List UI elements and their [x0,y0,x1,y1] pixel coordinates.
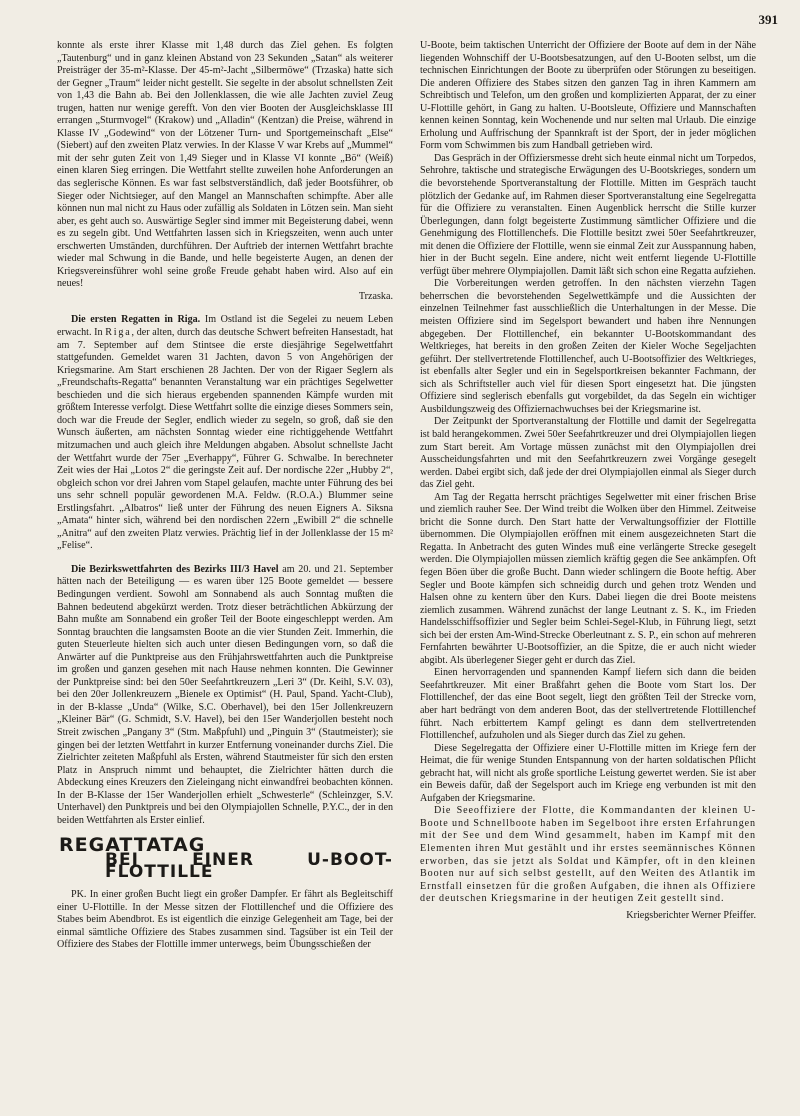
paragraph-messe-gespraech: Das Gespräch in der Offiziersmesse dreht sich heute einmal nicht um Torpedos, Sehrohre, taktische und strategische Erwägungen des U-Bootskrieges, sondern um die bevorstehende Sportveranstaltung der Flottille. Mitten im Gespräch taucht plötzlich der Gedanke auf, im Rahmen dieser Sportveranstaltung eine Segelregatta für die Offiziere zu veranstalten. Einen Augenblick herrscht die Stille kurzer Überlegungen, dann folgt begeisterte Zustimmung sämtlicher Offiziere und die Genehmigung des Flottillenchefs. Die Flottille besitzt zwei 50er Seefahrtkreuzer, mit denen die Offiziere der Flottille, wenn sie einmal Zeit zur Ausspannung haben, hier in der Bucht segeln. Eine andere, nicht weit entfernt liegende U-Flottille verfügt über mehrere Olympiajollen. Damit läßt sich schon eine Regatta aufziehen. [420,152,756,277]
right-column [420,40,756,922]
paragraph-regatta-loetzen: konnte als erste ihrer Klasse mit 1,48 durch das Ziel gehen. Es folgten „Tautenburg“ und in ganz kleinen Abstand von 23 Sekunden „Satan“ als weiterer Preisträger der 35-m²-Klasse. Der 45-m²-Jacht „Silbermöwe“ (Trzaska) hatte sich der Gegner „Traum“ leider nicht gestellt. Sie segelte in der absolut schnellsten Zeit von 1,43 die Bahn ab. Bei den Jollenklassen, die wie alle Jachten zuviel Zeug trugen, hatten nur wenige gerefft. Von den vier Booten der Ausgleichsklasse III errangen „Sturmvogel“ (Krakow) und „Alladin“ (Kentzan) die Preise, während in Klasse IV „Godewind“ von der Lötzener Turn- und Sportgemeinschaft „Else“ (Siebert) auf den zweiten Platz verwies. In der Klasse V war Krebs auf „Mummel“ mit der sehr guten Zeit von 1,49 Sieger und in Klasse VI konnte „Bö“ (Weiß) einen klaren Sieg erringen. Die Wettfahrt stellte zuweilen hohe Anforderungen an das seglerische Können. Es war fast selbstverständlich, daß jeder Bootsführer, ob Sieger oder Nichtsieger, auf den Mangel an Mannschaften schimpfte. Aber alle können nun mal nicht zu Haus oder zufällig als Soldaten in Lötzen sein. Man sieht aber, es geht auch so. Auswärtige Segler sind immer mit Begeisterung dabei, wenn es zu segeln gibt. Und Wettfahrten lassen sich in Kriegszeiten, wenn auch unter erschwerten Umständen, durchführen. Der Auftrieb der internen Wettfahrt brachte wieder mal Schwung in die Bande, und helle begeisterte Augen, an denen der Kriegsvereinsführer wohl seine große Freude gehabt haben wird. Also auf ein neues! [57,40,393,290]
havel-text: am 20. und 21. September hätten nach der Beteiligung — es waren über 125 Boote gemeldet — bessere Bedingungen verdient. Sowohl am Sonnabend als auch Sonntag mußten die Bahnen bedeutend abgekürzt werden. Trotz dieser beträchtlichen Abkürzung der Bahn mußte am Sonnabend ein großer Teil der Boote eingeschleppt werden. Am Sonntag brauchten die langsamsten Boote an die vier Stunden Zeit. Immerhin, die guten Steuerleute hielten sich auch unter diesen Bedingungen vorn, so daß die Anwärter auf die Punktpreise aus den Frühjahrswettfahrten auch die Punktpreise im großen und ganzen gesehen mit nach Hause nehmen konnten. Die Gewinner der Punktpreise sind: bei den 50er Seefahrtkreuzern „Leri 3“ (Dr. Keihl, S.V. 03), bei den 20er Jollenkreuzern „Bienele ex Optimist“ (H. Paul, Spand. Yacht-Club), in der B-klasse „Unda“ (Wilke, S.C. Oberhavel), bei den 15er Jollenkreuzern „Kleiner Bär“ (G. Schmidt, S.V. Havel), bei den 15er Wanderjollen besteht noch Streit zwischen „Pangany 3“ (Stm. Maßpfuhl) und „Pinguin 3“ (Stautmeister); sie gingen bei der letzten Wettfahrt in kurzer Entfernung voneinander durchs Ziel. Die Zielrichter zeiteten Maßpfuhl als Ersten, während Stautmeister für sich den ersten Platz in Anspruch nimmt und behauptet, die Zielrichter hätten durch die Abdeckung eines Kreuzers den Zieleingang nicht einwandfrei beobachten können. In der B-Klasse der 15er Wanderjollen erhielt „Schwesterle“ (Schleinzger, S.V. Unterhavel) den Punktpreis und bei den Olympiajollen Schnelle, P.Y.C., der in den beiden Wettfahrten als Erster einlief. [57,563,393,826]
paragraph-bedeutung: Diese Segelregatta der Offiziere einer U-Flottille mitten im Kriege fern der Heimat, die für wenige Stunden Entspannung von der harten soldatischen Pflicht gebracht hat, will nicht als große sportliche Leistung gewertet werden. Sie ist aber ein Beweis dafür, daß der Segelsport auch im Kriege eng verbunden ist mit den Aufgaben der Kriegsmarine. [420,742,756,804]
paragraph-havel [57,564,393,827]
riga-city-name: Riga [105,327,132,339]
paragraph-uboot-continued: U-Boote, beim taktischen Unterricht der Offiziere der Boote auf dem in der Nähe liegenden Wohnschiff der U-Bootsbesatzungen, auf den U-Booten selbst, um die technischen Einrichtungen der Boote zu überprüfen oder Störungen zu beseitigen. Die anderen Offiziere des Stabes sitzen den ganzen Tag in ihren Kammern am Schreibtisch und Telefon, um den großen und komplizierten Apparat, der zu einer U-Flottille gehört, in Gang zu halten. U-Bootsleute, Offiziere und Mannschaften kennen keinen Sonntag, kein Wochenende und nur selten mal Urlaub. Die einzige Erholung und Auffrischung der Spannkraft ist der Sport, der in jeder möglichen Form vom Schwimmen bis zum Handball getrieben wird. [420,40,756,152]
article-heading-line1: REGATTATAG [59,834,206,857]
paragraph-vorbereitungen: Die Vorbereitungen werden getroffen. In den nächsten vierzehn Tagen beherrschen die bevorstehenden Segelwettkämpfe und die Aussichten der einzelnen Teilnehmer fast ausschließlich die Unterhaltungen in der Messe. Die meisten Offiziere sind im Segelsport bewandert und haben ihre Nennungen abgegeben. Der Flottillenchef, ein bekannter U-Bootskommandant des Weltkrieges, hat bereits in den großen Zeiten der Kieler Woche Segeljachten geführt. Der stellvertretende Flottillenchef, auch U-Bootsoffizier des Weltkrieges, ist ebenfalls alter Segler und ein in Segelsportkreisen bekannter Fachmann, der sich als Schriftsteller auch viel für diesen Sport eingesetzt hat. Die jüngsten Offiziere sind seglerisch ebenfalls gut vorgebildet, da das Segeln ein wichtiger Ausbildungszweig des Offiziernachwuchses bei der Kriegsmarine ist. [420,278,756,415]
riga-section-lead: Die ersten Regatten in Riga. [71,314,201,326]
paragraph-seeoffiziere: Die Seeoffiziere der Flotte, die Kommandanten der kleinen U-Boote und Schnellboote haben im Segelboot ihre ersten Erfahrungen mit der See und dem Wind gesammelt, haben im Kampf mit den Elementen ihren Mut gestählt und ihr erstes seemännisches Können erworben, das sie jetzt als Soldat und Kämpfer, oft in den kleinen Booten nur auf sich selbst gestellt, auf den Weiten des Atlantik im Ernstfall einsetzen für die großen Aufgaben, die ihnen als Offiziere der deutschen Kriegsmarine in der heutigen Zeit gestellt sind. [420,805,757,905]
article-heading-line2: BEI EINER U-BOOT-FLOTTILLE [105,849,393,883]
paragraph-riga [57,314,393,552]
author-signature-pfeiffer: Kriegsberichter Werner Pfeiffer. [626,909,756,921]
riga-text-a: Im Ostland ist die Segelei zu neuem Leben erwacht. In [57,314,393,339]
paragraph-seefahrtkreuzer: Einen hervorragenden und spannenden Kampf liefern sich dann die beiden Seefahrtkreuzer. Mit einer Braßfahrt gehen die Boote vom Start los. Der Flottillenchef, der das eine Boot segelt, liegt den größten Teil der Strecke vorn, aber hart bedrängt von dem anderen Boot, das der stellvertretende Flottillenchef führt. Nach erbittertem Kampf gelingt es dann dem stellvertretenden Flottillenchef, aufzuholen und als Sieger durch das Ziel zu gehen. [420,667,756,742]
paragraph-zeitpunkt: Der Zeitpunkt der Sportveranstaltung der Flottille und damit der Segelregatta ist bald herangekommen. Zwei 50er Seefahrtkreuzer und drei Olympiajollen liegen zum Start bereit. Am Vortage müssen zunächst mit den Olympiajollen drei Ausscheidungsfahrten und mit den Seefahrtkreuzern zwei Vorgänge gesegelt werden. Dabei ergibt sich, daß jede der drei Olympiajollen einmal als Sieger durch das Ziel geht. [420,416,756,491]
paragraph-uboot-intro: PK. In einer großen Bucht liegt ein großer Dampfer. Er fährt als Begleitschiff einer U-Flottille. In der Messe sitzen der Flottillenchef und die Offiziere des Stabes beim Abendbrot. Es ist eigentlich die einzige Gelegenheit am Tage, bei der einmal sämtliche Offiziere des Stabes zusammen sind. Tagsüber ist ein Teil der Offiziere des Stabes der Flottille immer unterwegs, beim Übungsschießen der [57,889,393,951]
author-signature-trzaska: Trzaska. [358,290,393,302]
havel-section-lead: Die Bezirkswettfahrten des Bezirks III/3 Havel [71,563,279,575]
page-number: 391 [758,12,778,27]
paragraph-regatta-tag: Am Tag der Regatta herrscht prächtiges Segelwetter mit einer frischen Brise und ziemlich rauher See. Der Wind treibt die Wolken über den Himmel. Zeitweise bricht die Sonne durch. Den Start hatte der Verwaltungsoffizier der Flottille übernommen. Die Olympiajollen eröffnen mit einem ausgezeichneten Start die Regatta. In Anbetracht des guten Windes muß eine verlängerte Strecke gesegelt werden. Die Olympiajollen müssen ziemlich kräftig gegen die See ankämpfen. Oft fegen Böen über die große Bucht. Dann wieder schlingern die Boote heftig. Aber Segler und Boote kämpfen sich schneidig durch und gehen trotz Wenden und Halsen ohne zu kentern über den Kurs. Dabei liegen die drei Boote meistens ziemlich zusammen. Während zunächst der lange Leutnant z. S. K., im Frieden Handelsschiffsoffizier und Segler beim Schlei-Segel-Klub, in Führung liegt, setzt sich bei der ersten Am-Wind-Strecke Oberleutnant z. S. P., ein schon auf mehreren Fernfahrten bewährter U-Bootsoffizier, an die Spitze, die er auch nicht wieder abgibt. Als überlegener Sieger geht er durch das Ziel. [420,491,756,666]
left-column [57,40,393,952]
riga-text-b: , der alten, durch das deutsche Schwert befreiten Hansestadt, hat am 7. September auf dem Stintsee die erste diesjährige Segelwettfahrt stattgefunden. Gemeldet waren 31 Jachten, davon 5 von Angehörigen der Kriegsmarine. Am Start erschienen 28 Jachten. Der von der Rigaer Seglern als „Freundschafts-Regatta“ benannten Veranstaltung war ein prächtiges Segelwetter beschieden und die sich hieraus ergebenden spannenden Kämpfe wurden mit größtem Interesse verfolgt. Diese Wettfahrt sollte die einzige dieses Sommers sein, doch war die Freude der Segler, endlich wieder zu segeln, so groß, daß sie den Wunsch äußerten, am nächsten Sonntag wieder eine richtiggehende Wettfahrt mitzumachen und auch gleich ihre Meldungen abgaben. Absolut schnellste Jacht der Wettfahrt wurde der 75er „Everhappy“, Führer G. Schwalbe. In berechneter Zeit wies der Hai „Lotos 2“ die geringste Zeit auf. Der nordische 22er „Hubby 2“, obgleich schon vor drei Jahren vom Stapel gelaufen, machte unter Führung des bei uns sehr schnell populär gewordenen M.A. Feldw. (R.O.A.) Blummer seine Erstlingsfahrt. „Albatros“ ließ unter der Führung des neuen Eigners A. Siksna „Amata“ hinter sich, während bei den nordischen 22ern „Ewibill 2“ die schnelle „Anitra“ auf den zweiten Platz verwies. Prächtig lief in der Jollenklasse der 15 m² „Felise“. [57,327,393,552]
